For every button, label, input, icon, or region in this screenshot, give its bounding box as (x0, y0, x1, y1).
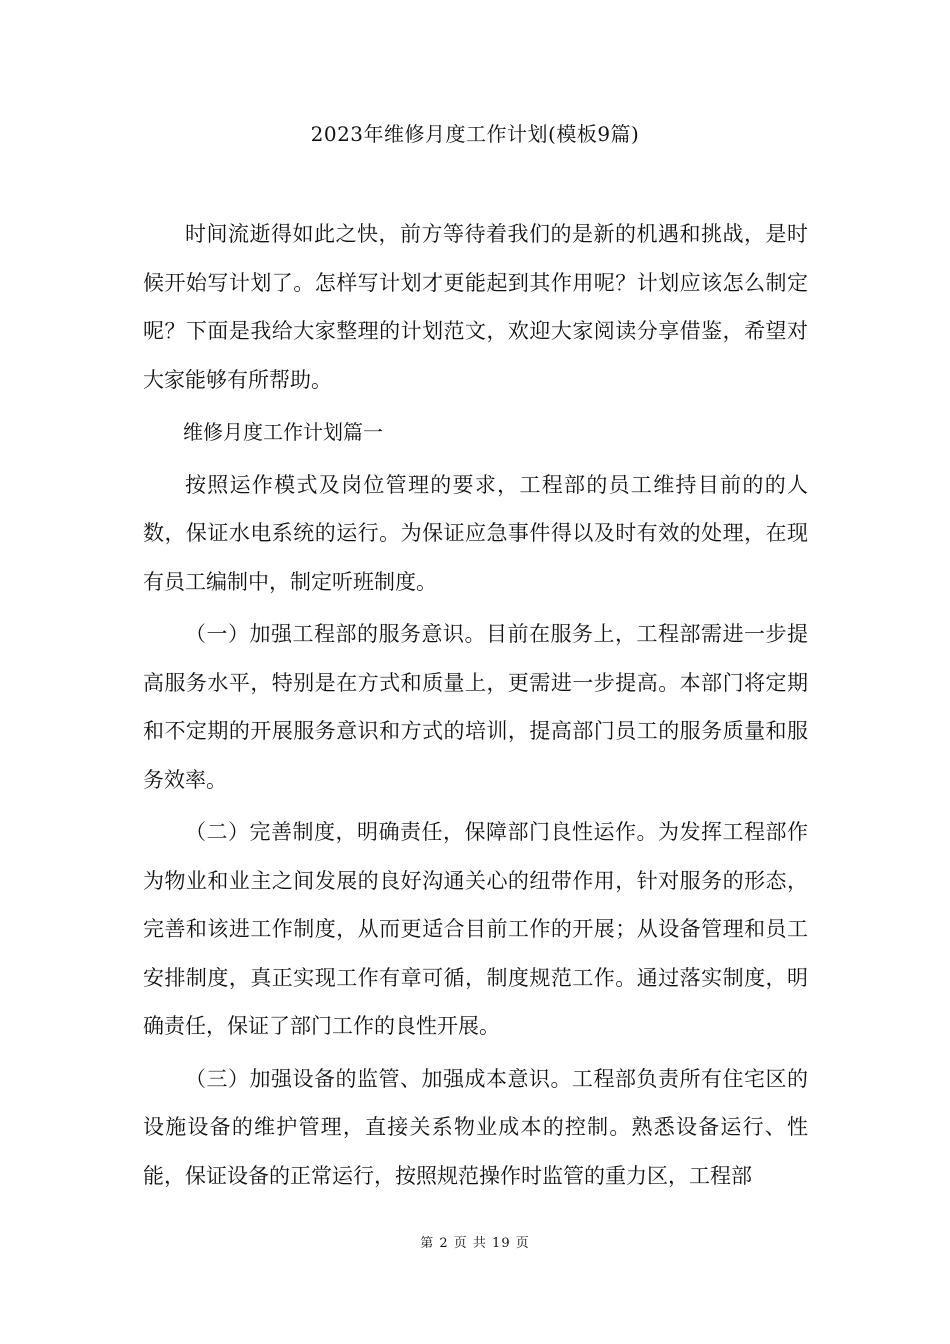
section-heading: 维修月度工作计划篇一 (183, 420, 383, 444)
document-title: 2023年维修月度工作计划(模板9篇) (310, 122, 640, 146)
body-paragraph: （一）加强工程部的服务意识。目前在服务上，工程部需进一步提高服务水平，特别是在方式和质量上，更需进一步提高。本部门将定期和不定期的开展服务意识和方式的培训，提高部门员工的服务质量和服务效率。 (143, 622, 808, 792)
document-body (143, 210, 808, 1204)
body-paragraph: 按照运作模式及岗位管理的要求，工程部的员工维持目前的的人数，保证水电系统的运行。为保证应急事件得以及时有效的处理，在现有员工编制中，制定听班制度。 (143, 472, 808, 594)
page-footer: 第 2 页 共 19 页 (420, 1236, 530, 1251)
intro-paragraph: 时间流逝得如此之快，前方等待着我们的是新的机遇和挑战，是时候开始写计划了。怎样写计划才更能起到其作用呢？计划应该怎么制定呢？下面是我给大家整理的计划范文，欢迎大家阅读分享借鉴，希望对大家能够有所帮助。 (143, 222, 808, 392)
body-paragraph: （三）加强设备的监管、加强成本意识。工程部负责所有住宅区的设施设备的维护管理，直接关系物业成本的控制。熟悉设备运行、性能，保证设备的正常运行，按照规范操作时监管的重力区，工程部 (143, 1066, 808, 1188)
body-paragraph: （二）完善制度，明确责任，保障部门良性运作。为发挥工程部作为物业和业主之间发展的良好沟通关心的纽带作用，针对服务的形态，完善和该进工作制度，从而更适合目前工作的开展；从设备管理和员工安排制度，真正实现工作有章可循，制度规范工作。通过落实制度，明确责任，保证了部门工作的良性开展。 (143, 820, 808, 1038)
